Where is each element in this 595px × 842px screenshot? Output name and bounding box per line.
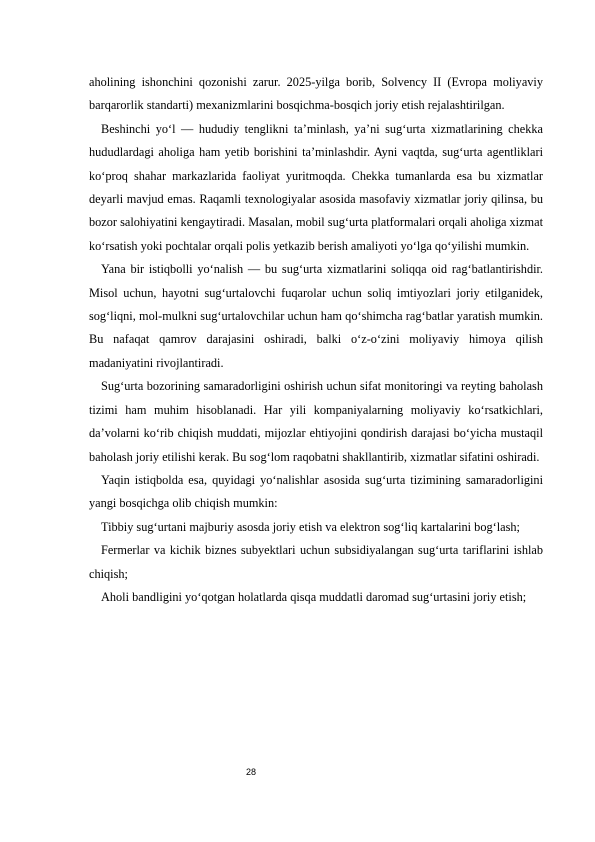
- list-item-income-insurance: Aholi bandligini yo‘qotgan holatlarda qisqa muddatli daromad sug‘urtasini joriy etish;: [101, 589, 527, 604]
- list-item-farmer-tariffs: Fermerlar va kichik biznes subyektlari uchun subsidiyalangan sug‘urta tariflarini ishlab chiqish;: [89, 543, 543, 581]
- paragraph-future-directions: Yaqin istiqbolda esa, quyidagi yo‘nalishlar asosida sug‘urta tizimining samaradorligini yangi bosqichga olib chiqish mumkin:: [89, 472, 543, 511]
- page-number: 28: [246, 767, 257, 777]
- list-item-medical-insurance: Tibbiy sug‘urtani majburiy asosda joriy etish va elektron sog‘liq kartalarini bog‘lash;: [101, 519, 520, 534]
- paragraph-quality-monitoring: Sug‘urta bozorining samaradorligini oshirish uchun sifat monitoringi va reyting baholash tizimi ham muhim hisoblanadi. Har yili kompaniyalarning moliyaviy ko‘rsatkichlari, da’volarni ko‘rib chiqish muddati, mijozlar ehtiyojini qondirish darajasi bo‘yicha mustaqil baholash joriy etilishi kerak. Bu sog‘lom raqobatni shakllantirib, xizmatlar sifatini oshiradi.: [89, 379, 543, 464]
- paragraph-tax-incentives: Yana bir istiqbolli yo‘nalish — bu sug‘urta xizmatlarini soliqqa oid rag‘batlantirishdir. Misol uchun, hayotni sug‘urtalovchi fuqarolar uchun soliq imtiyozlari joriy etilganidek, sog‘liqni, mol-mulkni sug‘urtalovchilar uchun ham qo‘shimcha rag‘batlar yaratish mumkin. Bu nafaqat qamrov darajasini oshiradi, balki o‘z-o‘zini moliyaviy himoya qilish madaniyatini rivojlantiradi.: [89, 262, 543, 370]
- paragraph-regional-equality: Beshinchi yo‘l — hududiy tenglikni ta’minlash, ya’ni sug‘urta xizmatlarining chekka hududlardagi aholiga ham yetib borishini ta’minlashdir. Ayni vaqtda, sug‘urta agentliklari ko‘proq shahar markazlarida faoliyat yuritmoqda. Chekka tumanlarda esa bu xizmatlar deyarli mavjud emas. Raqamli texnologiyalar asosida masofaviy xizmatlar joriy qilinsa, bu bozor salohiyatini kengaytiradi. Masalan, mobil sug‘urta platformalari orqali aholiga xizmat ko‘rsatish yoki pochtalar orqali polis yetkazib berish amaliyoti yo‘lga qo‘yilishi mumkin.: [89, 121, 543, 253]
- document-body: [89, 71, 543, 609]
- paragraph-continuation: aholining ishonchini qozonishi zarur. 2025-yilga borib, Solvency II (Evropa moliyaviy barqarorlik standarti) mexanizmlarini bosqichma-bosqich joriy etish rejalashtirilgan.: [89, 75, 543, 113]
